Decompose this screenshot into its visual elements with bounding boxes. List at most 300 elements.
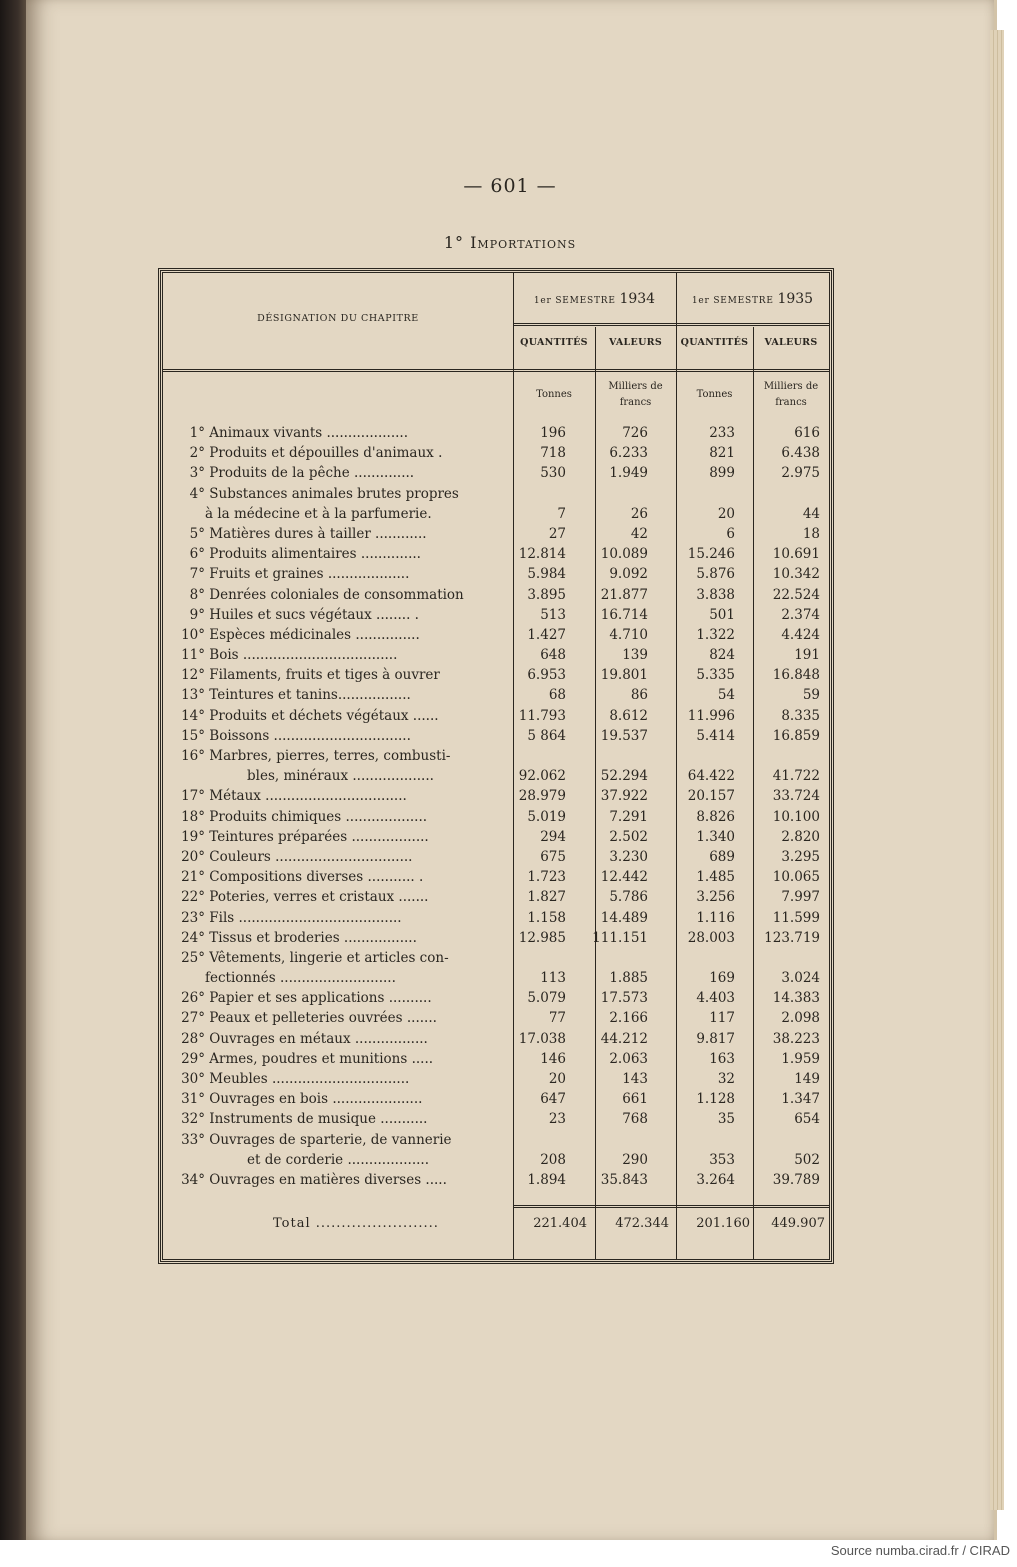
row-label (169, 645, 509, 665)
cell-valeur-1935: 8.335 (781, 707, 820, 724)
unit-tonnes: Tonnes (696, 389, 733, 400)
cell-valeur-1934: 14.489 (600, 909, 648, 926)
cell-quantite-1935: 35 (717, 1111, 735, 1128)
cell-quantite-1934: 17.038 (518, 1030, 566, 1047)
cell-quantite-1935: 169 (709, 970, 735, 987)
row-label (169, 1008, 509, 1028)
row-number: 31° (181, 1091, 205, 1108)
cell-valeur-1934: 5.786 (609, 889, 648, 906)
cell-valeur-1935: 149 (794, 1071, 820, 1087)
cell-quantite-1934: 1.723 (527, 869, 566, 886)
cell-quantite-1935: 689 (709, 848, 735, 865)
cell-quantite-1935: 821 (709, 445, 735, 462)
row-label (205, 504, 545, 524)
row-label (169, 585, 509, 605)
row-label (169, 1029, 509, 1049)
cell-quantite-1935: 501 (709, 606, 735, 623)
cell-quantite-1935: 163 (709, 1050, 735, 1067)
row-text: Animaux vivants ................... (209, 425, 408, 441)
cell-quantite-1935: 20 (717, 505, 735, 522)
cell-valeur-1934: 9.092 (609, 566, 648, 583)
cell-quantite-1934: 1.427 (527, 626, 566, 643)
row-label (169, 1170, 509, 1190)
cell-valeur-1934: 661 (622, 1091, 648, 1108)
table-row (163, 665, 829, 685)
row-number: 28° (181, 1030, 205, 1047)
row-text: Boissons ................................ (209, 727, 411, 744)
cell-valeur-1935: 616 (794, 425, 820, 441)
cell-quantite-1935: 1.116 (696, 909, 735, 926)
cell-quantite-1935: 20.157 (687, 788, 735, 805)
section-title: 1° Importations (443, 233, 577, 252)
table-row (163, 1029, 829, 1049)
cell-valeur-1935: 14.383 (772, 990, 820, 1007)
row-label (169, 564, 509, 584)
table-row (163, 463, 829, 483)
cell-quantite-1934: 11.793 (518, 707, 566, 724)
cell-quantite-1934: 12.985 (518, 929, 566, 946)
cell-valeur-1934: 1.949 (609, 465, 648, 482)
row-number: 15° (181, 727, 205, 744)
row-label (169, 948, 509, 968)
row-number: 19° (181, 828, 205, 845)
row-number: 16° (181, 748, 205, 764)
cell-quantite-1935: 28.003 (687, 929, 735, 946)
cell-quantite-1935: 3.838 (696, 586, 735, 603)
row-label (169, 685, 509, 705)
cell-valeur-1934: 2.063 (609, 1050, 648, 1067)
cell-valeur-1934: 44.212 (600, 1030, 648, 1047)
cell-quantite-1934: 648 (540, 647, 566, 664)
row-text: fectionnés ........................... (205, 970, 396, 987)
row-number: 17° (181, 788, 205, 805)
col-header-valeurs-1935: VALEURS (764, 337, 818, 348)
cell-quantite-1935: 3.264 (696, 1171, 735, 1188)
cell-valeur-1934: 111.151 (592, 929, 648, 946)
semester-1934 (513, 291, 676, 307)
row-text: Fils ...................................... (209, 909, 402, 926)
cell-valeur-1934: 768 (622, 1111, 648, 1128)
table-row (163, 564, 829, 584)
row-number: 30° (181, 1071, 205, 1087)
row-number: 3° (189, 465, 205, 482)
cell-quantite-1935: 64.422 (687, 768, 735, 785)
row-number: 8° (189, 586, 205, 603)
semester-year: 1934 (619, 291, 656, 307)
row-label (169, 746, 509, 766)
cell-quantite-1934: 12.814 (518, 546, 566, 563)
cell-quantite-1934: 146 (540, 1050, 566, 1067)
total-quantite-1935: 201.160 (696, 1216, 750, 1231)
row-label (169, 484, 509, 504)
cell-valeur-1935: 3.295 (781, 848, 820, 865)
row-number: 33° (181, 1131, 205, 1148)
cell-valeur-1935: 191 (794, 647, 820, 664)
row-text: Ouvrages de sparterie, de vannerie (209, 1131, 452, 1148)
cell-valeur-1934: 4.710 (609, 626, 648, 643)
table-row (163, 948, 829, 968)
row-text: Papier et ses applications .......... (209, 990, 432, 1007)
row-number: 22° (181, 889, 205, 906)
row-label (169, 625, 509, 645)
cell-quantite-1935: 233 (709, 425, 735, 441)
total-label: Total ........................ (273, 1216, 439, 1231)
row-text: Huiles et sucs végétaux ........ . (209, 606, 419, 623)
cell-valeur-1935: 6.438 (781, 445, 820, 462)
row-number: 24° (181, 929, 205, 946)
semester-year: 1935 (777, 291, 814, 307)
cell-quantite-1934: 7 (557, 505, 566, 522)
cell-valeur-1935: 10.065 (772, 869, 820, 886)
cell-quantite-1934: 530 (540, 465, 566, 482)
table-row (163, 625, 829, 645)
row-label (169, 1049, 509, 1069)
table-row (163, 1089, 829, 1109)
col-header-quantites-1934: QUANTITÉS (520, 337, 588, 348)
source-credit: Source numba.cirad.fr / CIRAD (830, 1543, 1010, 1558)
cell-quantite-1934: 28.979 (518, 788, 566, 805)
table-row (163, 605, 829, 625)
cell-quantite-1934: 92.062 (518, 768, 566, 785)
table-row (163, 1150, 829, 1170)
cell-valeur-1935: 2.374 (781, 606, 820, 623)
cell-quantite-1934: 718 (540, 445, 566, 462)
unit-milliers: Milliers de francs (608, 381, 663, 408)
cell-quantite-1935: 15.246 (687, 546, 735, 563)
cell-valeur-1935: 16.848 (772, 667, 820, 684)
cell-quantite-1935: 3.256 (696, 889, 735, 906)
cell-quantite-1934: 5.019 (527, 808, 566, 825)
row-label (169, 1089, 509, 1109)
row-number: 9° (189, 606, 205, 623)
row-label (169, 786, 509, 806)
cell-quantite-1935: 1.322 (696, 626, 735, 643)
row-label (169, 807, 509, 827)
cell-quantite-1935: 11.996 (687, 707, 735, 724)
cell-quantite-1935: 32 (717, 1071, 735, 1087)
cell-valeur-1934: 3.230 (609, 848, 648, 865)
table-row (163, 928, 829, 948)
table-row (163, 484, 829, 504)
row-text: Instruments de musique ........... (209, 1111, 428, 1128)
divider-horizontal (163, 369, 829, 372)
cell-valeur-1934: 12.442 (600, 869, 648, 886)
row-label (169, 524, 509, 544)
table-row (163, 786, 829, 806)
row-number: 12° (181, 667, 205, 684)
row-number: 11° (181, 647, 205, 664)
row-number: 6° (189, 546, 205, 563)
cell-valeur-1934: 35.843 (600, 1171, 648, 1188)
page-stack-edge (990, 30, 1004, 1510)
cell-quantite-1934: 675 (540, 848, 566, 865)
row-text: Matières dures à tailler ............ (209, 525, 427, 542)
row-label (169, 1109, 509, 1129)
cell-quantite-1934: 647 (540, 1091, 566, 1108)
cell-valeur-1935: 10.691 (772, 546, 820, 563)
row-text: Substances animales brutes propres (209, 485, 459, 502)
total-valeur-1934: 472.344 (615, 1216, 669, 1231)
cell-valeur-1934: 16.714 (600, 606, 648, 623)
cell-quantite-1934: 5.079 (527, 990, 566, 1007)
table-row (163, 645, 829, 665)
row-number: 13° (181, 687, 205, 704)
row-label (205, 968, 545, 988)
cell-valeur-1934: 37.922 (600, 788, 648, 805)
cell-valeur-1934: 26 (630, 505, 648, 522)
cell-valeur-1935: 654 (794, 1111, 820, 1128)
cell-quantite-1935: 353 (709, 1151, 735, 1168)
table-row (163, 1130, 829, 1150)
table-row (163, 685, 829, 705)
table-row (163, 1170, 829, 1190)
cell-valeur-1935: 38.223 (772, 1030, 820, 1047)
row-label (169, 665, 509, 685)
table-row (163, 887, 829, 907)
row-text: Ouvrages en bois ..................... (209, 1091, 423, 1108)
page-number: — 601 — (463, 175, 557, 197)
row-text: à la médecine et à la parfumerie. (205, 505, 432, 522)
cell-valeur-1934: 17.573 (600, 990, 648, 1007)
cell-valeur-1934: 21.877 (600, 586, 648, 603)
row-text: Ouvrages en matières diverses ..... (209, 1171, 447, 1188)
cell-valeur-1935: 33.724 (772, 788, 820, 805)
cell-valeur-1934: 86 (630, 687, 648, 704)
cell-valeur-1935: 2.975 (781, 465, 820, 482)
col-header-valeurs-1934: VALEURS (608, 337, 663, 348)
semester-1935 (676, 291, 829, 307)
table-row (163, 726, 829, 746)
row-text: Produits alimentaires .............. (209, 546, 421, 563)
cell-valeur-1935: 123.719 (764, 929, 820, 946)
table-row (163, 524, 829, 544)
cell-quantite-1934: 294 (540, 828, 566, 845)
cell-valeur-1935: 39.789 (772, 1171, 820, 1188)
row-text: Produits et dépouilles d'animaux . (209, 445, 443, 462)
cell-valeur-1934: 8.612 (609, 707, 648, 724)
cell-valeur-1934: 726 (622, 425, 648, 441)
row-number: 23° (181, 909, 205, 926)
table-row (163, 968, 829, 988)
cell-quantite-1935: 5.414 (696, 727, 735, 744)
row-text: Poteries, verres et cristaux ....... (209, 889, 429, 906)
table-row (163, 585, 829, 605)
cell-valeur-1935: 10.100 (772, 808, 820, 825)
cell-quantite-1935: 6 (726, 525, 735, 542)
col-header-quantites-1935: QUANTITÉS (680, 337, 749, 348)
table-row (163, 807, 829, 827)
table-row (163, 908, 829, 928)
cell-valeur-1934: 139 (622, 647, 648, 664)
cell-valeur-1934: 7.291 (609, 808, 648, 825)
row-text: Vêtements, lingerie et articles con- (209, 949, 449, 966)
row-number: 4° (189, 485, 205, 502)
cell-quantite-1935: 9.817 (696, 1030, 735, 1047)
cell-quantite-1934: 23 (548, 1111, 566, 1128)
cell-valeur-1935: 44 (802, 505, 820, 522)
cell-valeur-1934: 52.294 (600, 768, 648, 785)
cell-quantite-1934: 1.827 (527, 889, 566, 906)
row-number: 34° (181, 1171, 205, 1188)
table-row (163, 504, 829, 524)
cell-quantite-1934: 68 (548, 687, 566, 704)
cell-valeur-1934: 143 (622, 1071, 648, 1087)
cell-quantite-1935: 54 (717, 687, 735, 704)
row-label (169, 726, 509, 746)
cell-quantite-1935: 824 (709, 647, 735, 664)
table-row (163, 544, 829, 564)
table-row (163, 746, 829, 766)
row-text: Produits de la pêche .............. (209, 465, 415, 482)
cell-quantite-1935: 8.826 (696, 808, 735, 825)
cell-quantite-1934: 113 (540, 970, 566, 987)
row-label (169, 1069, 509, 1089)
cell-valeur-1934: 290 (622, 1151, 648, 1168)
row-text: Métaux ................................. (209, 788, 407, 805)
divider-horizontal (513, 323, 829, 326)
cell-valeur-1935: 16.859 (772, 727, 820, 744)
row-number: 21° (181, 869, 205, 886)
divider-horizontal (513, 1205, 829, 1208)
cell-quantite-1934: 27 (548, 525, 566, 542)
table-row (163, 1069, 829, 1089)
table-row (163, 827, 829, 847)
cell-valeur-1935: 11.599 (772, 909, 820, 926)
row-label (169, 988, 509, 1008)
row-label (169, 423, 509, 443)
cell-quantite-1935: 5.335 (696, 667, 735, 684)
row-text: Espèces médicinales ............... (209, 626, 420, 643)
row-number: 14° (181, 707, 205, 724)
cell-quantite-1935: 5.876 (696, 566, 735, 583)
table-row (163, 988, 829, 1008)
table-row (163, 443, 829, 463)
cell-valeur-1934: 2.502 (609, 828, 648, 845)
cell-quantite-1935: 117 (709, 1010, 735, 1027)
row-text: Produits chimiques ................... (209, 808, 428, 825)
cell-valeur-1935: 3.024 (781, 970, 820, 987)
cell-valeur-1934: 6.233 (609, 445, 648, 462)
table-row (163, 847, 829, 867)
cell-valeur-1935: 1.347 (781, 1091, 820, 1108)
unit-milliers: Milliers de francs (763, 381, 819, 408)
cell-quantite-1934: 513 (540, 606, 566, 623)
row-number: 32° (181, 1111, 205, 1128)
semester-prefix: 1er SEMESTRE (533, 296, 616, 306)
cell-quantite-1934: 5 864 (527, 727, 566, 744)
cell-quantite-1934: 5.984 (527, 566, 566, 583)
row-label (169, 887, 509, 907)
row-text: Teintures et tanins................. (209, 687, 411, 704)
row-label (169, 827, 509, 847)
row-text: Ouvrages en métaux ................. (209, 1030, 428, 1047)
cell-quantite-1934: 6.953 (527, 667, 566, 684)
row-text: Denrées coloniales de consommation (209, 586, 464, 603)
cell-quantite-1935: 1.340 (696, 828, 735, 845)
cell-valeur-1935: 41.722 (772, 768, 820, 785)
cell-quantite-1934: 3.895 (527, 586, 566, 603)
cell-quantite-1935: 899 (709, 465, 735, 482)
row-text: Compositions diverses ........... . (209, 869, 424, 886)
row-text: Filaments, fruits et tiges à ouvrer (209, 667, 440, 684)
unit-tonnes: Tonnes (536, 389, 572, 400)
cell-quantite-1934: 1.894 (527, 1171, 566, 1188)
row-text: Tissus et broderies ................. (209, 929, 417, 946)
row-label (169, 544, 509, 564)
cell-valeur-1934: 2.166 (609, 1010, 648, 1027)
cell-valeur-1935: 10.342 (772, 566, 820, 583)
row-text: Teintures préparées .................. (209, 828, 429, 845)
cell-valeur-1935: 18 (802, 525, 820, 542)
table-body (163, 423, 829, 1190)
row-number: 29° (181, 1050, 205, 1067)
row-text: Armes, poudres et munitions ..... (209, 1050, 434, 1067)
cell-valeur-1935: 22.524 (772, 586, 820, 603)
cell-quantite-1935: 4.403 (696, 990, 735, 1007)
row-number: 5° (189, 525, 205, 542)
row-number: 2° (189, 445, 205, 462)
cell-valeur-1934: 19.537 (600, 727, 648, 744)
cell-valeur-1935: 59 (802, 687, 820, 704)
total-quantite-1934: 221.404 (533, 1216, 587, 1231)
book-page (26, 0, 997, 1540)
imports-table (160, 270, 832, 1262)
cell-valeur-1934: 10.089 (600, 546, 648, 563)
table-row (163, 1109, 829, 1129)
row-label (169, 1130, 509, 1150)
row-text: Couleurs ................................ (209, 848, 413, 865)
table-row (163, 423, 829, 443)
cell-valeur-1934: 19.801 (600, 667, 648, 684)
row-number: 26° (181, 990, 205, 1007)
cell-valeur-1934: 1.885 (609, 970, 648, 987)
cell-quantite-1934: 77 (548, 1010, 566, 1027)
table-row (163, 1049, 829, 1069)
cell-quantite-1934: 1.158 (527, 909, 566, 926)
row-label (169, 605, 509, 625)
cell-valeur-1935: 2.098 (781, 1010, 820, 1027)
row-label (169, 463, 509, 483)
cell-quantite-1935: 1.128 (696, 1091, 735, 1108)
cell-quantite-1935: 1.485 (696, 869, 735, 886)
cell-valeur-1934: 42 (630, 525, 648, 542)
row-text: Marbres, pierres, terres, combusti- (209, 748, 451, 764)
row-text: Bois .................................... (209, 647, 398, 664)
cell-quantite-1934: 20 (548, 1071, 566, 1087)
total-valeur-1935: 449.907 (771, 1216, 825, 1231)
cell-quantite-1934: 196 (540, 425, 566, 441)
table-row (163, 766, 829, 786)
row-text: et de corderie ................... (247, 1151, 429, 1168)
row-number: 18° (181, 808, 205, 825)
header-designation: DÉSIGNATION DU CHAPITRE (257, 313, 419, 324)
cell-valeur-1935: 4.424 (781, 626, 820, 643)
row-number: 1° (189, 425, 205, 441)
table-row (163, 706, 829, 726)
row-text: Fruits et graines ................... (209, 566, 410, 583)
cell-valeur-1935: 7.997 (781, 889, 820, 906)
table-row (163, 867, 829, 887)
cell-quantite-1934: 208 (540, 1151, 566, 1168)
row-text: bles, minéraux ................... (247, 768, 434, 785)
row-number: 7° (189, 566, 205, 583)
cell-valeur-1935: 502 (794, 1151, 820, 1168)
semester-prefix: 1er SEMESTRE (691, 296, 774, 306)
row-label (169, 867, 509, 887)
row-label (169, 706, 509, 726)
row-number: 10° (181, 626, 205, 643)
row-label (169, 928, 509, 948)
